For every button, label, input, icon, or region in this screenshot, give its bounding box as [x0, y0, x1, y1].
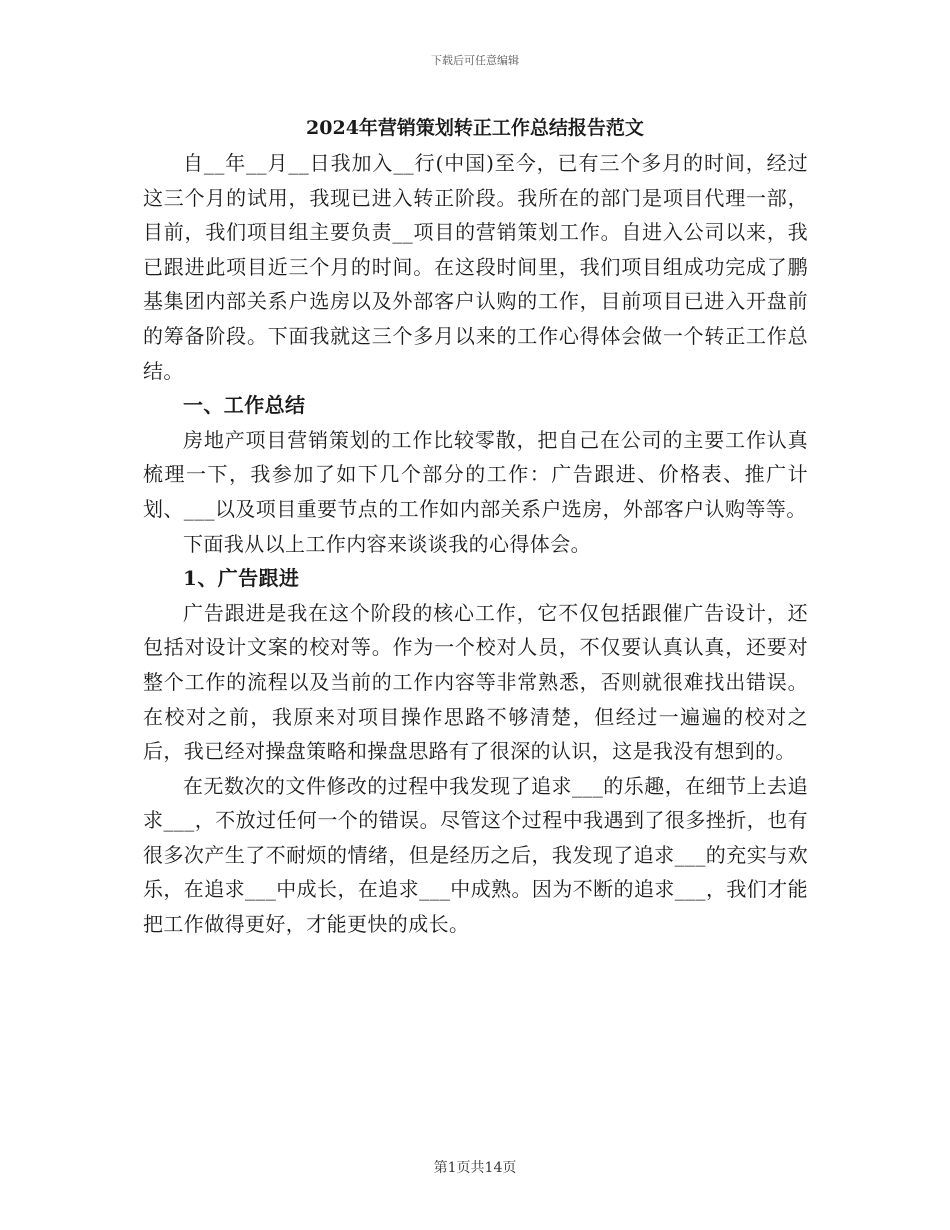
work-overview-paragraph: 房地产项目营销策划的工作比较零散，把自己在公司的主要工作认真梳理一下，我参加了如下几个部分的工作：广告跟进、价格表、推广计划、___以及项目重要节点的工作如内部关系户选房，外部客户认购等等。 — [143, 427, 808, 521]
page-header-note: 下载后可任意编辑 — [431, 54, 519, 67]
document-title: 2024年营销策划转正工作总结报告范文 — [306, 117, 644, 139]
ad-followup-paragraph: 广告跟进是我在这个阶段的核心工作，它不仅包括跟催广告设计，还包括对设计文案的校对等。作为一个校对人员，不仅要认真认真，还要对整个工作的流程以及当前的工作内容等非常熟悉，否则就很难找出错误。在校对之前，我原来对项目操作思路不够清楚，但经过一遍遍的校对之后，我已经对操盘策略和操盘思路有了很深的认识，这是我没有想到的。 — [143, 600, 808, 764]
pursuit-paragraph: 在无数次的文件修改的过程中我发现了追求___的乐趣，在细节上去追求___，不放过任何一个的错误。尽管这个过程中我遇到了很多挫折，也有很多次产生了不耐烦的情绪，但是经历之后，我发现了追求___的充实与欢乐，在追求___中成长，在追求___中成熟。因为不断的追求___，我们才能把工作做得更好，才能更快的成长。 — [143, 773, 808, 937]
transition-paragraph: 下面我从以上工作内容来谈谈我的心得体会。 — [183, 531, 591, 556]
section-heading-work-summary: 一、工作总结 — [183, 393, 306, 418]
page-number-footer: 第1页共14页 — [433, 1160, 517, 1176]
intro-paragraph: 自__年__月__日我加入__行(中国)至今，已有三个多月的时间，经过这三个月的试用，我现已进入转正阶段。我所在的部门是项目代理一部，目前，我们项目组主要负责__项目的营销策划工作。自进入公司以来，我已跟进此项目近三个月的时间。在这段时间里，我们项目组成功完成了鹏基集团内部关系户选房以及外部客户认购的工作，目前项目已进入开盘前的筹备阶段。下面我就这三个多月以来的工作心得体会做一个转正工作总结。 — [143, 151, 808, 383]
subsection-heading-ad-followup: 1、广告跟进 — [183, 566, 300, 591]
document-body — [143, 146, 808, 942]
